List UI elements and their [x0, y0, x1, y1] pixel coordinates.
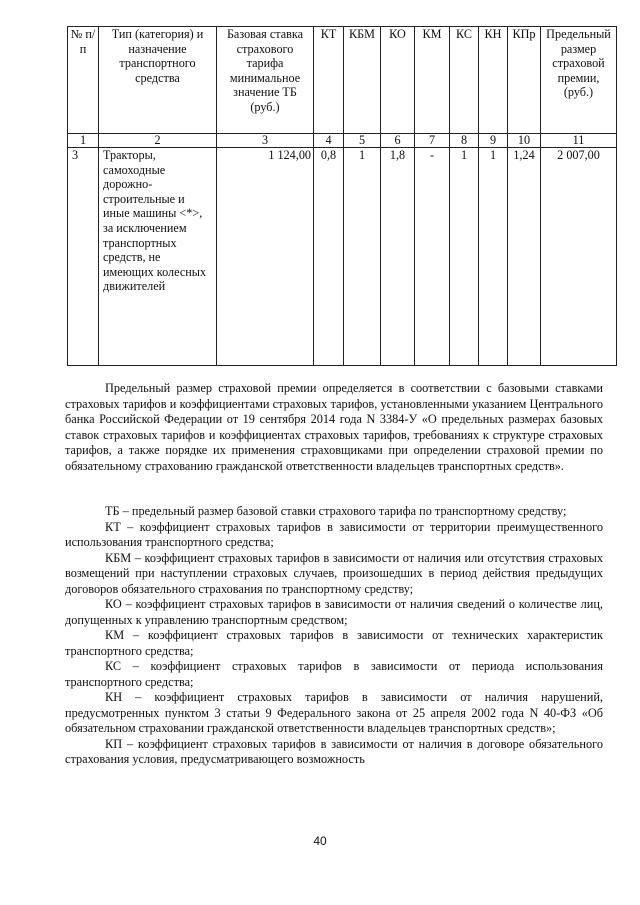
column-number: 3 [217, 134, 314, 148]
intro-section [65, 381, 603, 474]
kbm-value: 1 [344, 148, 381, 366]
header-cell: КС [450, 27, 479, 134]
premium-table [67, 26, 617, 366]
km-value: - [415, 148, 450, 366]
definition-kt: КТ – коэффициент страховых тарифов в зависимости от территории преимущественного использования транспортного средства; [65, 519, 603, 549]
definition-kn: КН – коэффициент страховых тарифов в зависимости от наличия нарушений, предусмотренных пунктом 3 статьи 9 Федерального закона от 25 апреля 2002 года N 40-ФЗ «Об обязательном страховании гражданской ответственности владельцев транспортных средств»; [65, 690, 603, 735]
column-number: 1 [68, 134, 99, 148]
column-number: 6 [381, 134, 415, 148]
definition-ko: КО – коэффициент страховых тарифов в зависимости от наличия сведений о количестве лиц, допущенных к управлению транспортным средством; [65, 597, 603, 627]
column-number: 11 [541, 134, 617, 148]
definitions-list [65, 504, 603, 768]
header-cell: Базовая ставка страхового тарифа минимальное значение ТБ (руб.) [217, 27, 314, 134]
page-number: 40 [313, 834, 327, 848]
ko-value: 1,8 [381, 148, 415, 366]
header-cell: КО [381, 27, 415, 134]
header-cell: КПр [508, 27, 541, 134]
header-cell: Тип (категория) и назначение транспортного средства [99, 27, 217, 134]
definition-ks: КС – коэффициент страховых тарифов в зависимости от периода использования транспортного средства; [65, 659, 603, 689]
column-number: 10 [508, 134, 541, 148]
table-header-row [68, 27, 617, 134]
column-number: 5 [344, 134, 381, 148]
definition-kp: КП – коэффициент страховых тарифов в зависимости от наличия в договоре обязательного страхования условия, предусматривающего возможность [65, 736, 603, 766]
column-number-row [68, 134, 617, 148]
header-cell: КМ [415, 27, 450, 134]
definition-km: КМ – коэффициент страховых тарифов в зависимости от технических характеристик транспортного средства; [65, 628, 603, 658]
premium-value: 2 007,00 [541, 148, 617, 366]
column-number: 8 [450, 134, 479, 148]
kpr-value: 1,24 [508, 148, 541, 366]
column-number: 7 [415, 134, 450, 148]
column-number: 9 [479, 134, 508, 148]
definition-tb: ТБ – предельный размер базовой ставки страхового тарифа по транспортному средству; [105, 504, 567, 518]
kn-value: 1 [479, 148, 508, 366]
ks-value: 1 [450, 148, 479, 366]
row-number: 3 [68, 148, 99, 366]
column-number: 2 [99, 134, 217, 148]
table-row [68, 148, 617, 366]
header-cell: Предельный размер страховой премии, (руб.) [541, 27, 617, 134]
header-cell: КТ [314, 27, 344, 134]
kt-value: 0,8 [314, 148, 344, 366]
vehicle-type: Тракторы, самоходные дорожно-строительные и иные машины <*>, за исключением транспортных средств, не имеющих колесных движителей [99, 148, 217, 366]
intro-paragraph: Предельный размер страховой премии определяется в соответствии с базовыми ставками страховых тарифов и коэффициентами страховых тарифов, установленными указанием Центрального банка Российской Федерации от 19 сентября 2014 года N 3384-У «О предельных размерах базовых ставок страховых тарифов и коэффициентах страховых тарифов, требованиях к структуре страховых тарифов, а также порядке их применения страховщиками при определении страховой премии по обязательному страхованию гражданской ответственности владельцев транспортных средств». [65, 381, 603, 473]
header-cell: № п/п [68, 27, 99, 134]
column-number: 4 [314, 134, 344, 148]
definition-kbm: КБМ – коэффициент страховых тарифов в зависимости от наличия или отсутствия страховых возмещений при наступлении страховых случаев, произошедших в период действия предыдущих договоров обязательного страхования по транспортному средству; [65, 550, 603, 596]
base-rate: 1 124,00 [217, 148, 314, 366]
header-cell: КН [479, 27, 508, 134]
header-cell: КБМ [344, 27, 381, 134]
